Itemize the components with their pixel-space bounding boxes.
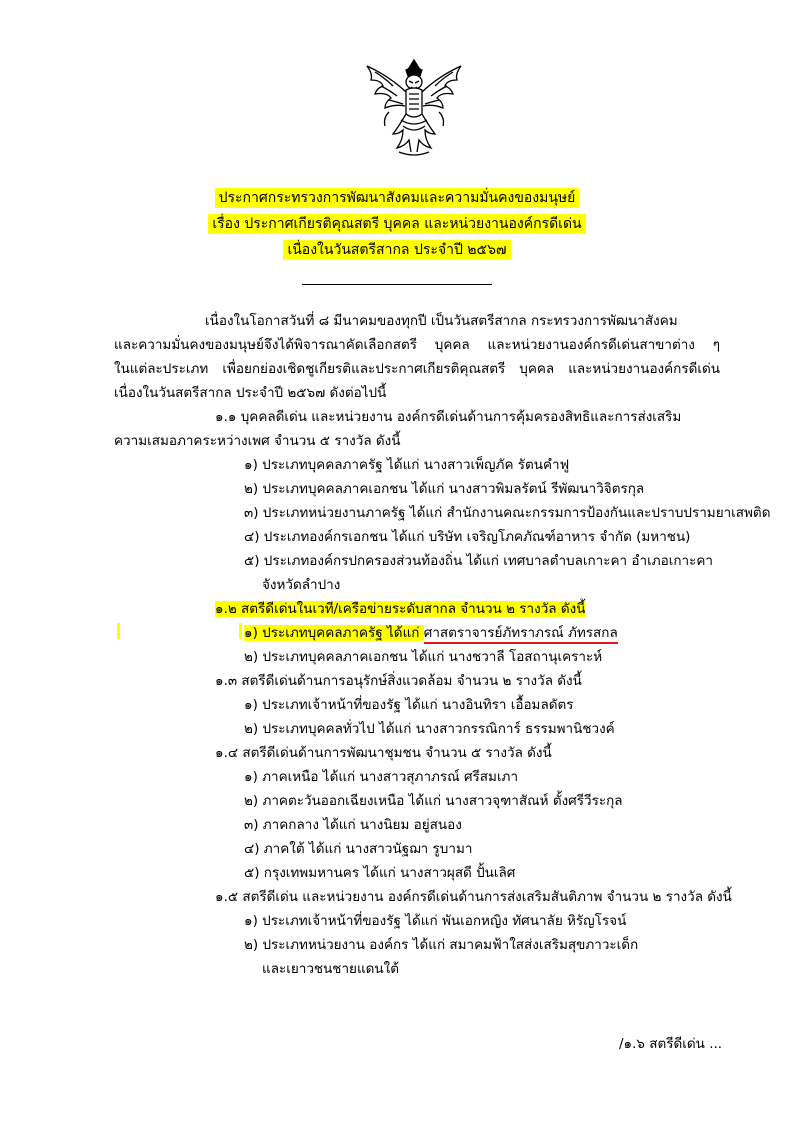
section-1-2-heading-text: ๑.๒ สตรีดีเด่นในเวที/เครือข่ายระดับสากล จำนวน ๒ รางวัล ดังนี้ xyxy=(215,601,586,617)
section-1-4-heading: ๑.๔ สตรีดีเด่นด้านการพัฒนาชุมชน จำนวน ๕ รางวัล ดังนี้ xyxy=(215,745,552,761)
section-1-3-heading: ๑.๓ สตรีดีเด่นด้านการอนุรักษ์สิ่งแวดล้อม จำนวน ๒ รางวัล ดังนี้ xyxy=(215,673,582,689)
list-item: ๔) ประเภทองค์กรเอกชน ได้แก่ บริษัท เจริญโภคภัณฑ์อาหาร จำกัด (มหาชน) xyxy=(244,529,691,545)
title-text-2: เรื่อง ประกาศเกียรติคุณสตรี บุคคล และหน่วยงานองค์กรดีเด่น xyxy=(208,214,585,234)
list-item: ๕) กรุงเทพมหานคร ได้แก่ นางสาวผุสดี ปั้นเลิศ xyxy=(244,865,516,881)
intro-line-4: เนื่องในวันสตรีสากล ประจำปี ๒๕๖๗ ดังต่อไปนี้ xyxy=(114,385,387,401)
section-1-1-heading: ๑.๑ บุคคลดีเด่น และหน่วยงาน องค์กรดีเด่นด้านการคุ้มครองสิทธิและการส่งเสริม xyxy=(215,409,682,425)
list-item: ๒) ประเภทบุคคลภาคเอกชน ได้แก่ นางสาวพิมลรัตน์ รีพัฒนาวิจิตรกุล xyxy=(244,481,645,497)
title-text-1: ประกาศกระทรวงการพัฒนาสังคมและความมั่นคงของมนุษย์ xyxy=(215,188,580,208)
highlight-mark xyxy=(117,623,120,639)
list-item xyxy=(244,623,618,643)
title-line-2 xyxy=(0,214,794,234)
list-item: ๑) ประเภทเจ้าหน้าที่ของรัฐ ได้แก่ พันเอกหญิง ทัศนาลัย หิรัญโรจน์ xyxy=(244,913,627,929)
list-item: ๒) ประเภทบุคคลทั่วไป ได้แก่ นางสาวกรรณิการ์ ธรรมพานิชวงค์ xyxy=(244,721,615,737)
section-1-1-heading-cont: ความเสมอภาคระหว่างเพศ จำนวน ๕ รางวัล ดังนี้ xyxy=(114,433,401,449)
title-line-3 xyxy=(0,240,794,260)
section-1-2-heading xyxy=(215,599,585,619)
list-item-cont: และเยาวชนชายแดนใต้ xyxy=(262,961,400,977)
list-item: ๔) ภาคใต้ ได้แก่ นางสาวนัฐฌา รูบามา xyxy=(244,841,473,857)
list-item: ๑) ประเภทเจ้าหน้าที่ของรัฐ ได้แก่ นางอินทิรา เอื้อมลดัตร xyxy=(244,697,574,713)
list-item: ๓) ประเภทหน่วยงานภาครัฐ ได้แก่ สำนักงานคณะกรรมการป้องกันและปราบปรามยาเสพติด xyxy=(244,505,771,521)
list-item: ๕) ประเภทองค์กรปกครองส่วนท้องถิ่น ได้แก่ เทศบาลตำบลเกาะคา อำเภอเกาะคา xyxy=(244,553,713,569)
list-item: ๒) ประเภทบุคคลภาคเอกชน ได้แก่ นางชวาลี โอสถานุเคราะห์ xyxy=(244,649,603,665)
list-item: ๑) ภาคเหนือ ได้แก่ นางสาวสุภาภรณ์ ศรีสมเภา xyxy=(244,769,519,785)
list-item: ๒) ภาคตะวันออกเฉียงเหนือ ได้แก่ นางสาวจุฑาสัณห์ ตั้งศรีวีระกุล xyxy=(244,793,623,809)
list-item-cont: จังหวัดลำปาง xyxy=(262,577,341,593)
title-divider xyxy=(302,284,492,285)
garuda-emblem-icon xyxy=(359,56,469,160)
title-line-1 xyxy=(0,188,794,208)
title-text-3: เนื่องในวันสตรีสากล ประจำปี ๒๕๖๗ xyxy=(283,240,510,260)
intro-line-1: เนื่องในโอกาสวันที่ ๘ มีนาคมของทุกปี เป็นวันสตรีสากล กระทรวงการพัฒนาสังคม xyxy=(205,313,678,329)
highlight-mark xyxy=(239,623,242,639)
list-item: ๓) ภาคกลาง ได้แก่ นางนิยม อยู่สนอง xyxy=(244,817,462,833)
intro-line-2: และความมั่นคงของมนุษย์จึงได้พิจารณาคัดเลือกสตรี บุคคล และหน่วยงานองค์กรดีเด่นสาขาต่าง ๆ xyxy=(114,337,720,353)
list-item: ๒) ประเภทหน่วยงาน องค์กร ได้แก่ สมาคมฟ้าใสส่งเสริมสุขภาวะเด็ก xyxy=(244,937,639,953)
list-item: ๑) ประเภทบุคคลภาครัฐ ได้แก่ นางสาวเพ็ญภัค รัตนคำฟู xyxy=(244,457,570,473)
page-continuation-note: /๑.๖ สตรีดีเด่น ... xyxy=(619,1036,723,1052)
highlighted-name: ศาสตราจารย์ภัทราภรณ์ ภัทรสกล xyxy=(424,625,618,644)
list-item-prefix: ๑) ประเภทบุคคลภาครัฐ ได้แก่ xyxy=(244,625,424,641)
section-1-5-heading: ๑.๕ สตรีดีเด่น และหน่วยงาน องค์กรดีเด่นด้านการส่งเสริมสันติภาพ จำนวน ๒ รางวัล ดังนี้ xyxy=(215,889,732,905)
intro-line-3: ในแต่ละประเภท เพื่อยกย่องเชิดชูเกียรติและประกาศเกียรติคุณสตรี บุคคล และหน่วยงานองค์กรดีเด่น xyxy=(114,361,720,377)
